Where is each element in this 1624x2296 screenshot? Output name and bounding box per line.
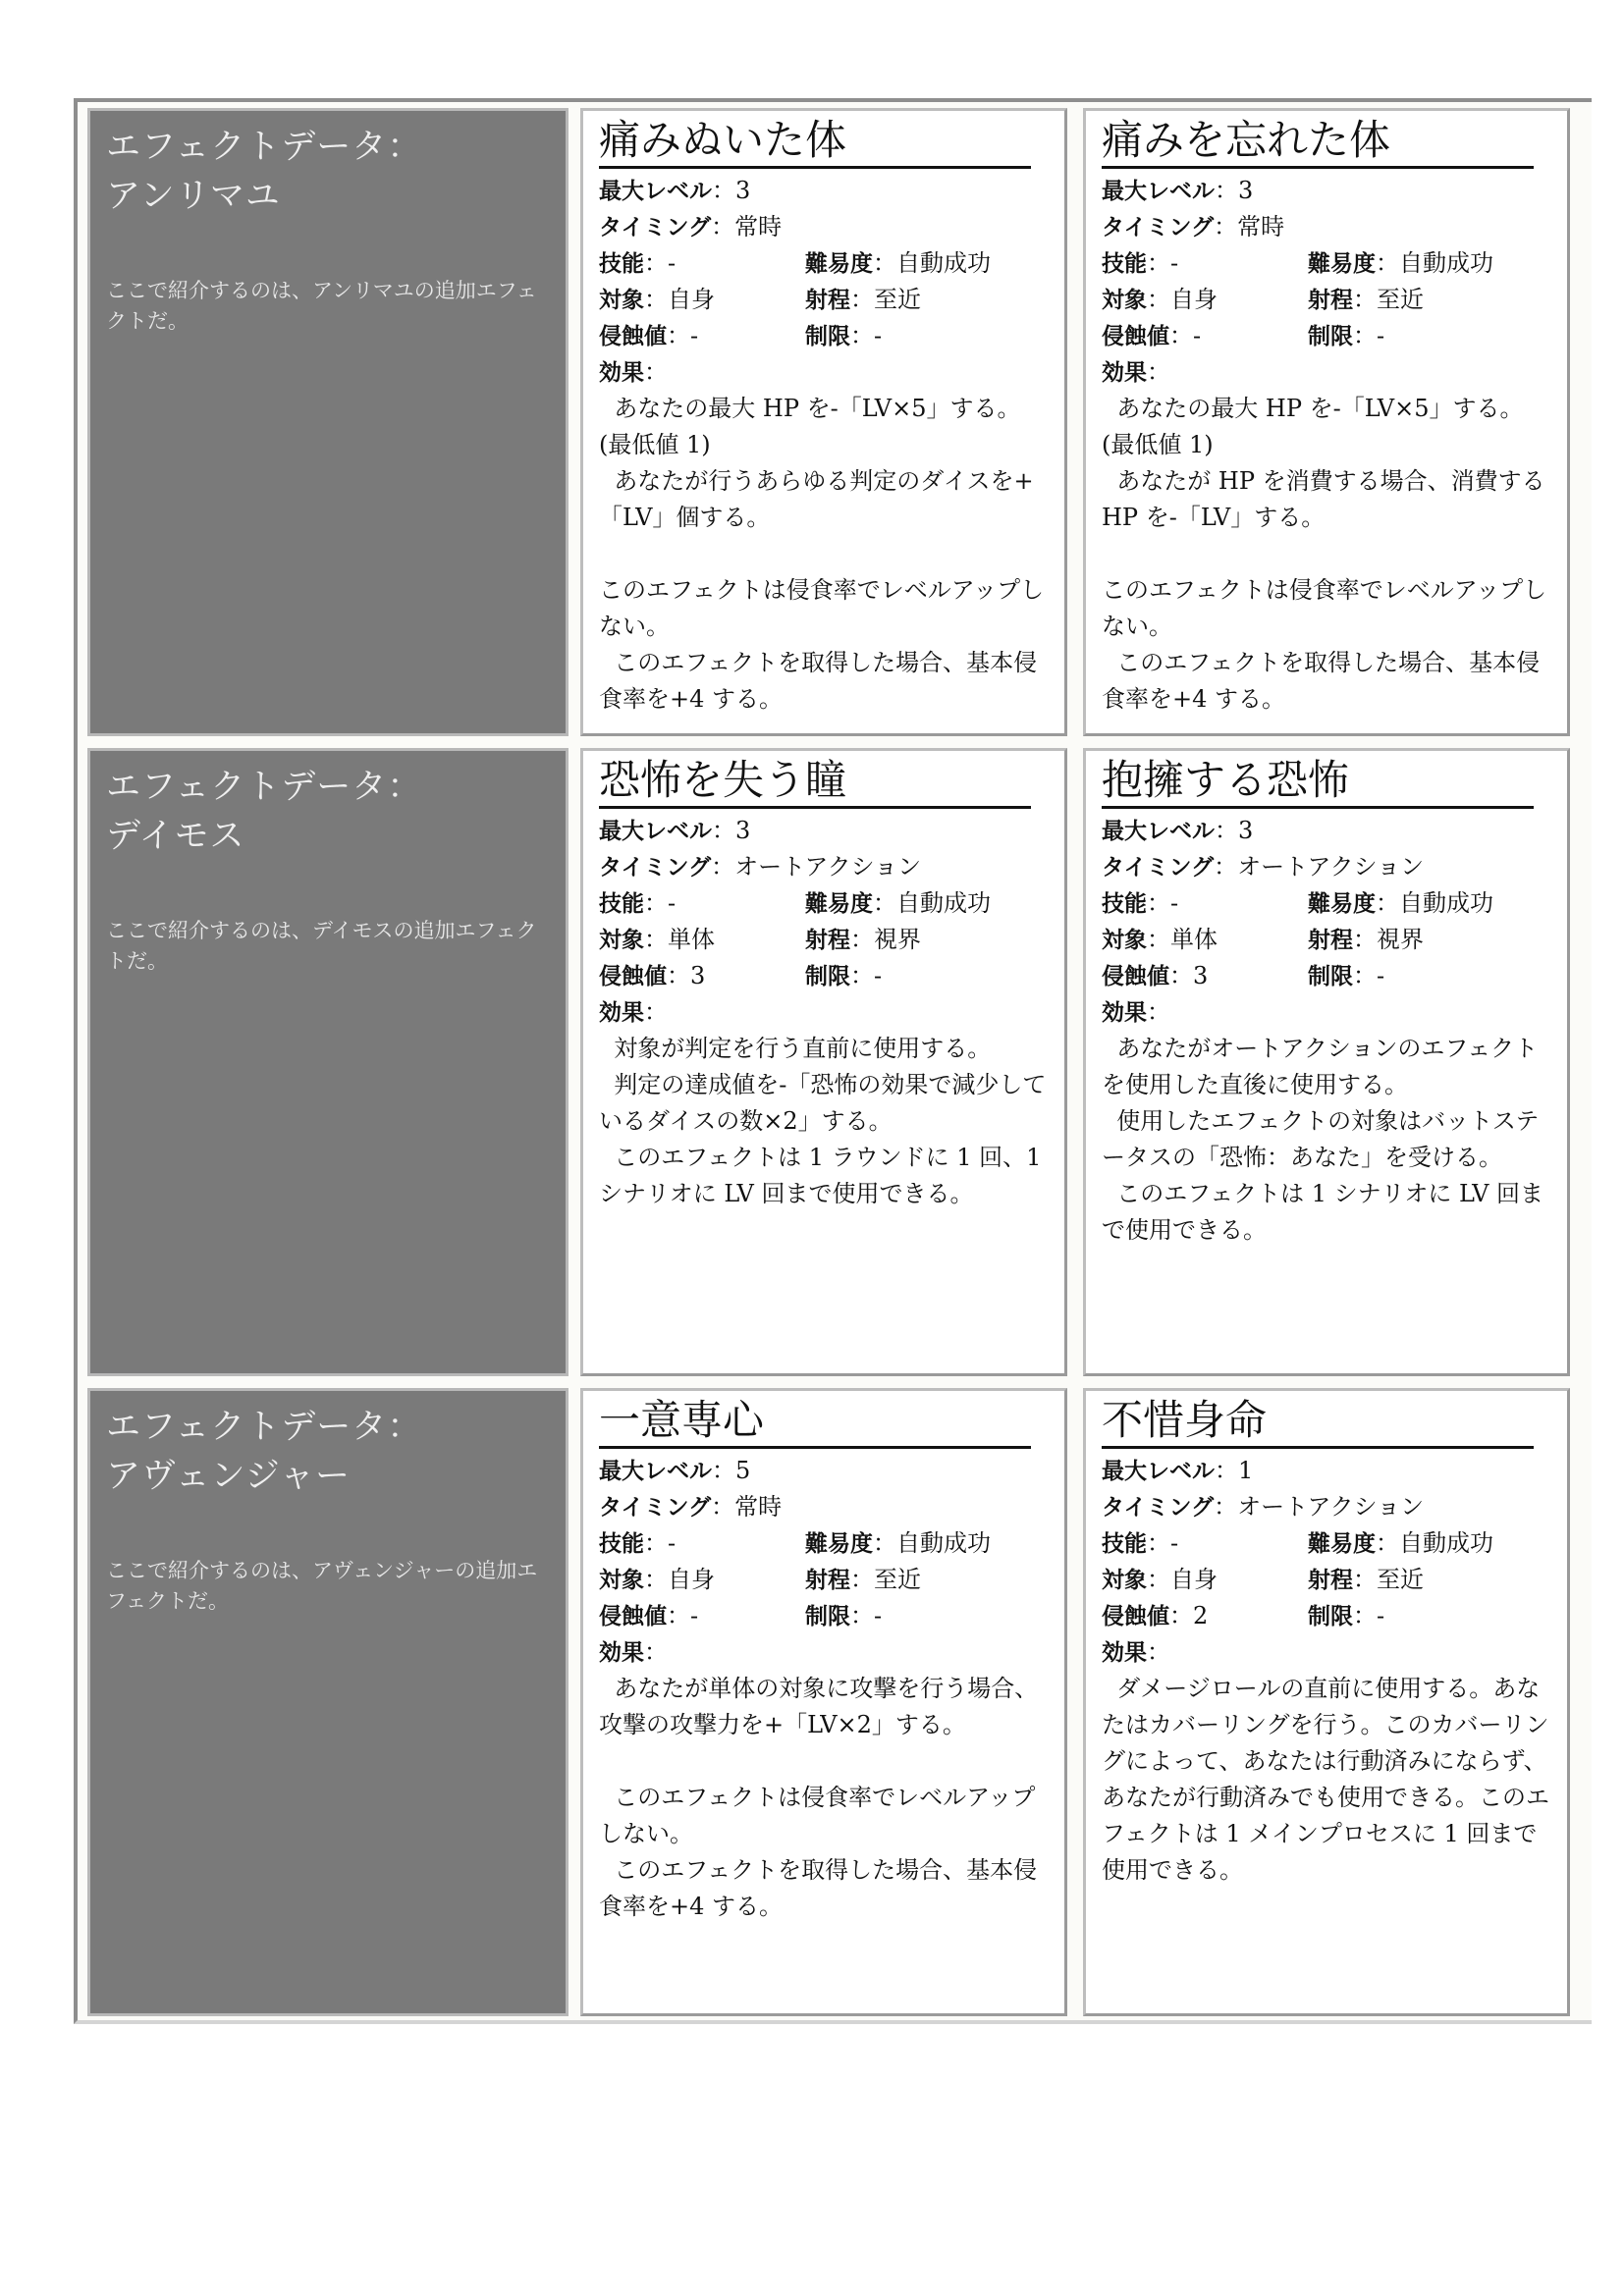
category-description: ここで紹介するのは、アヴェンジャーの追加エフェクトだ。 — [106, 1559, 538, 1613]
stat-line-skill — [599, 1525, 1049, 1562]
limit-label: 制限 — [805, 1604, 850, 1629]
effect-name: 痛みぬいた体 — [599, 115, 1031, 169]
limit-value: ：- — [1353, 322, 1385, 349]
stat-line-skill — [1102, 245, 1551, 282]
target-value: ：自身 — [1147, 1566, 1218, 1593]
effect-paragraph: あなたの最大 HP を-「LV×5」する。(最低値 1) — [599, 395, 1021, 458]
stat-line-erosion — [1102, 1598, 1551, 1634]
stat-line-timing — [599, 1489, 1049, 1525]
target-label: 対象 — [599, 288, 644, 313]
stat-line-target — [1102, 1562, 1551, 1598]
stat-line-max_level — [599, 173, 1049, 209]
stat-line-skill — [599, 885, 1049, 922]
effect-paragraph: このエフェクトは 1 シナリオに LV 回まで使用できる。 — [1102, 1180, 1544, 1244]
difficulty-label: 難易度 — [805, 251, 873, 277]
stat-line-skill — [1102, 1525, 1551, 1562]
erosion-label: 侵蝕値 — [1102, 324, 1169, 349]
erosion-value: ：3 — [667, 962, 706, 989]
target-label: 対象 — [1102, 928, 1147, 953]
effect-colon: ： — [644, 998, 668, 1026]
range-value: ：至近 — [850, 286, 921, 313]
effect-text — [1102, 1031, 1551, 1249]
target-value: ：自身 — [1147, 286, 1218, 313]
erosion-label: 侵蝕値 — [599, 1604, 667, 1629]
effect-row-deimos — [78, 742, 1596, 1382]
range-value: ：至近 — [850, 1566, 921, 1593]
effect-row-anrimayu — [78, 102, 1596, 742]
skill-value: ：- — [1147, 1529, 1179, 1557]
effect-paragraph: このエフェクトを取得した場合、基本侵食率を+4 する。 — [599, 649, 1038, 713]
effect-colon: ： — [644, 358, 668, 386]
timing-value: ：常時 — [1214, 213, 1285, 240]
category-panel — [87, 1388, 568, 2016]
category-panel — [87, 108, 568, 736]
skill-value: ：- — [644, 889, 677, 917]
category-title: エフェクトデータ： デイモス — [106, 768, 423, 856]
stat-line-max_level — [1102, 173, 1551, 209]
target-value: ：自身 — [644, 286, 715, 313]
skill-label: 技能 — [1102, 891, 1147, 917]
effect-paragraph: このエフェクトは 1 ラウンドに 1 回、1 シナリオに LV 回まで使用できる。 — [599, 1144, 1050, 1207]
stat-line-timing — [1102, 1489, 1551, 1525]
stat-line-max_level — [599, 1453, 1049, 1489]
effect-colon: ： — [1147, 1638, 1170, 1666]
timing-value: ：常時 — [711, 1493, 783, 1521]
effect-heading — [599, 994, 1049, 1031]
difficulty-label: 難易度 — [805, 891, 873, 917]
effect-spacer — [1102, 536, 1551, 572]
effect-text — [599, 1031, 1049, 1212]
skill-label: 技能 — [599, 891, 644, 917]
limit-value: ：- — [850, 322, 883, 349]
erosion-value: ：3 — [1169, 962, 1209, 989]
effect-paragraph: 判定の達成値を-「恐怖の効果で減少しているダイスの数×2」する。 — [599, 1071, 1047, 1135]
stat-line-timing — [599, 849, 1049, 885]
limit-label: 制限 — [1308, 964, 1353, 989]
limit-label: 制限 — [1308, 1604, 1353, 1629]
effect-name: 痛みを忘れた体 — [1102, 115, 1534, 169]
timing-label: タイミング — [599, 1495, 712, 1521]
effect-row-avenger — [78, 1382, 1596, 2022]
effect-text — [1102, 1671, 1551, 1889]
erosion-label: 侵蝕値 — [599, 324, 667, 349]
skill-value: ：- — [644, 249, 677, 277]
difficulty-label: 難易度 — [805, 1531, 873, 1557]
effect-name: 恐怖を失う瞳 — [599, 755, 1031, 809]
effect-heading — [1102, 354, 1551, 391]
effect-paragraph: このエフェクトを取得した場合、基本侵食率を+4 する。 — [1102, 649, 1541, 713]
effect-spacer — [599, 536, 1049, 572]
erosion-value: ：- — [1169, 322, 1202, 349]
range-label: 射程 — [805, 928, 850, 953]
effect-paragraph: このエフェクトは侵食率でレベルアップしない。 — [599, 1784, 1036, 1847]
effect-paragraph: あなたがオートアクションのエフェクトを使用した直後に使用する。 — [1102, 1035, 1539, 1098]
skill-label: 技能 — [599, 1531, 644, 1557]
effect-text — [599, 391, 1049, 718]
range-label: 射程 — [1308, 288, 1353, 313]
stat-line-timing — [1102, 849, 1551, 885]
effect-card — [1083, 748, 1570, 1376]
effect-colon: ： — [644, 1638, 668, 1666]
effect-paragraph: 対象が判定を行う直前に使用する。 — [599, 1035, 992, 1062]
limit-label: 制限 — [805, 964, 850, 989]
skill-label: 技能 — [599, 251, 644, 277]
erosion-value: ：- — [667, 1602, 699, 1629]
max_level-value: ：3 — [1215, 817, 1254, 844]
range-label: 射程 — [1308, 928, 1353, 953]
effect-card — [1083, 1388, 1570, 2016]
target-label: 対象 — [599, 1568, 644, 1593]
stat-line-target — [599, 1562, 1049, 1598]
effect-name: 一意専心 — [599, 1395, 1031, 1449]
timing-value: ：オートアクション — [711, 853, 922, 881]
effect-paragraph: このエフェクトは侵食率でレベルアップしない。 — [599, 576, 1045, 640]
category-title: エフェクトデータ： アンリマユ — [106, 128, 423, 216]
stat-line-timing — [1102, 209, 1551, 245]
difficulty-value: ：自動成功 — [873, 889, 991, 917]
effect-paragraph: あなたが行うあらゆる判定のダイスを+「LV」個する。 — [599, 467, 1034, 531]
skill-value: ：- — [644, 1529, 677, 1557]
effect-card — [580, 748, 1067, 1376]
max_level-label: 最大レベル — [1102, 1459, 1215, 1484]
max_level-value: ：3 — [712, 817, 751, 844]
effect-paragraph: あなたが単体の対象に攻撃を行う場合、攻撃の攻撃力を+「LV×2」する。 — [599, 1675, 1039, 1738]
erosion-label: 侵蝕値 — [599, 964, 667, 989]
timing-value: ：オートアクション — [1214, 853, 1425, 881]
effect-data-sheet — [74, 98, 1592, 2024]
effect-label: 効果 — [599, 1640, 644, 1666]
erosion-value: ：- — [667, 322, 699, 349]
effect-heading — [1102, 1634, 1551, 1671]
target-label: 対象 — [1102, 1568, 1147, 1593]
difficulty-value: ：自動成功 — [1376, 889, 1493, 917]
max_level-value: ：5 — [712, 1457, 751, 1484]
max_level-label: 最大レベル — [599, 819, 712, 844]
difficulty-label: 難易度 — [1308, 1531, 1376, 1557]
stat-line-target — [599, 922, 1049, 958]
difficulty-label: 難易度 — [1308, 891, 1376, 917]
timing-label: タイミング — [599, 855, 712, 881]
difficulty-value: ：自動成功 — [1376, 1529, 1493, 1557]
stat-line-max_level — [1102, 813, 1551, 849]
effect-colon: ： — [1147, 998, 1170, 1026]
effect-card — [580, 1388, 1067, 2016]
stat-line-max_level — [1102, 1453, 1551, 1489]
effect-heading — [599, 1634, 1049, 1671]
effect-name: 不惜身命 — [1102, 1395, 1534, 1449]
limit-value: ：- — [1353, 1602, 1385, 1629]
stat-line-erosion — [1102, 958, 1551, 994]
max_level-value: ：1 — [1215, 1457, 1254, 1484]
stat-line-erosion — [599, 318, 1049, 354]
effect-paragraph: このエフェクトは侵食率でレベルアップしない。 — [1102, 576, 1547, 640]
range-label: 射程 — [805, 1568, 850, 1593]
timing-label: タイミング — [599, 215, 712, 240]
max_level-value: ：3 — [712, 177, 751, 204]
effect-label: 効果 — [1102, 1000, 1147, 1026]
difficulty-label: 難易度 — [1308, 251, 1376, 277]
erosion-label: 侵蝕値 — [1102, 1604, 1169, 1629]
erosion-label: 侵蝕値 — [1102, 964, 1169, 989]
effect-name: 抱擁する恐怖 — [1102, 755, 1534, 809]
effect-paragraph: ダメージロールの直前に使用する。あなたはカバーリングを行う。このカバーリングによって、あなたは行動済みにならず、あなたが行動済みでも使用できる。このエフェクトは 1 メインプロセスに 1 回まで使用できる。 — [1102, 1675, 1549, 1884]
category-description: ここで紹介するのは、デイモスの追加エフェクトだ。 — [106, 919, 537, 973]
effect-card — [1083, 108, 1570, 736]
stat-line-target — [599, 282, 1049, 318]
range-label: 射程 — [805, 288, 850, 313]
category-panel — [87, 748, 568, 1376]
stat-line-skill — [599, 245, 1049, 282]
max_level-label: 最大レベル — [1102, 819, 1215, 844]
max_level-value: ：3 — [1215, 177, 1254, 204]
difficulty-value: ：自動成功 — [873, 1529, 991, 1557]
effect-card — [580, 108, 1067, 736]
limit-value: ：- — [1353, 962, 1385, 989]
effect-spacer — [599, 1743, 1049, 1780]
effect-paragraph: あなたが HP を消費する場合、消費する HP を-「LV」する。 — [1102, 467, 1553, 531]
range-value: ：視界 — [1353, 926, 1424, 953]
max_level-label: 最大レベル — [1102, 179, 1215, 204]
effect-label: 効果 — [599, 1000, 644, 1026]
difficulty-value: ：自動成功 — [873, 249, 991, 277]
limit-value: ：- — [850, 1602, 883, 1629]
range-label: 射程 — [1308, 1568, 1353, 1593]
difficulty-value: ：自動成功 — [1376, 249, 1493, 277]
timing-value: ：常時 — [711, 213, 783, 240]
effect-text — [1102, 391, 1551, 718]
effect-label: 効果 — [599, 360, 644, 386]
effect-label: 効果 — [1102, 360, 1147, 386]
timing-label: タイミング — [1102, 215, 1215, 240]
effect-heading — [599, 354, 1049, 391]
effect-paragraph: あなたの最大 HP を-「LV×5」する。(最低値 1) — [1102, 395, 1524, 458]
effect-paragraph: このエフェクトを取得した場合、基本侵食率を+4 する。 — [599, 1856, 1038, 1920]
category-title: エフェクトデータ： アヴェンジャー — [106, 1408, 423, 1496]
stat-line-erosion — [599, 958, 1049, 994]
effect-colon: ： — [1147, 358, 1170, 386]
limit-label: 制限 — [805, 324, 850, 349]
skill-value: ：- — [1147, 889, 1179, 917]
timing-label: タイミング — [1102, 855, 1215, 881]
skill-label: 技能 — [1102, 251, 1147, 277]
target-label: 対象 — [1102, 288, 1147, 313]
target-value: ：単体 — [1147, 926, 1218, 953]
max_level-label: 最大レベル — [599, 1459, 712, 1484]
target-value: ：自身 — [644, 1566, 715, 1593]
stat-line-target — [1102, 282, 1551, 318]
stat-line-skill — [1102, 885, 1551, 922]
range-value: ：至近 — [1353, 1566, 1424, 1593]
skill-value: ：- — [1147, 249, 1179, 277]
limit-value: ：- — [850, 962, 883, 989]
effect-heading — [1102, 994, 1551, 1031]
effect-label: 効果 — [1102, 1640, 1147, 1666]
stat-line-timing — [599, 209, 1049, 245]
stat-line-erosion — [1102, 318, 1551, 354]
timing-label: タイミング — [1102, 1495, 1215, 1521]
stat-line-erosion — [599, 1598, 1049, 1634]
effect-text — [599, 1671, 1049, 1925]
skill-label: 技能 — [1102, 1531, 1147, 1557]
max_level-label: 最大レベル — [599, 179, 712, 204]
range-value: ：視界 — [850, 926, 921, 953]
target-label: 対象 — [599, 928, 644, 953]
range-value: ：至近 — [1353, 286, 1424, 313]
erosion-value: ：2 — [1169, 1602, 1209, 1629]
limit-label: 制限 — [1308, 324, 1353, 349]
timing-value: ：オートアクション — [1214, 1493, 1425, 1521]
effect-paragraph: 使用したエフェクトの対象はバットステータスの「恐怖：あなた」を受ける。 — [1102, 1107, 1540, 1171]
target-value: ：単体 — [644, 926, 715, 953]
stat-line-target — [1102, 922, 1551, 958]
category-description: ここで紹介するのは、アンリマユの追加エフェクトだ。 — [106, 279, 537, 333]
stat-line-max_level — [599, 813, 1049, 849]
